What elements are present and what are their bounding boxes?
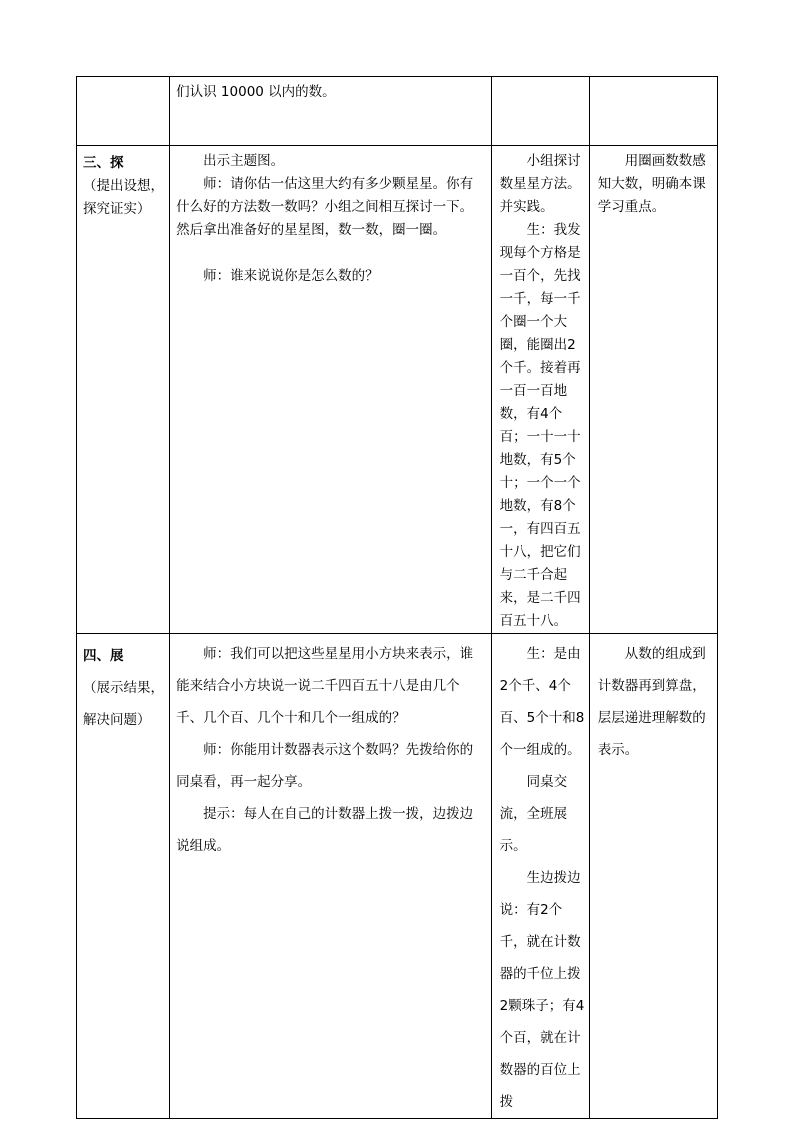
student-activity-cell	[491, 146, 589, 634]
student-paragraph: 生边拨边说：有2个千，就在计数器的千位上拨2颗珠子；有4个百，就在计数器的百位上拨	[499, 870, 585, 1110]
design-intent-cell	[589, 146, 717, 634]
stage-title: 三、探	[83, 155, 124, 171]
content-paragraph: 师：谁来说说你是怎么数的？	[203, 268, 379, 284]
content-paragraph: 出示主题图。	[203, 153, 285, 169]
content-paragraph: 师：你能用计数器表示这个数吗？先拨给你的同桌看，再一起分享。	[176, 742, 474, 790]
table-row	[77, 634, 718, 1119]
stage-cell	[77, 634, 170, 1119]
table-row	[77, 146, 718, 634]
student-paragraph: 生：我发现每个方格是一百个，先找一千，每一千个圈一个大圈，能圈出2个千。接着再一百一百地数，有4个百；一十一十地数，有5个十；一个一个地数，有8个一，有四百五十八，把它们与二千合起来，是二千四百五十八。	[499, 222, 581, 629]
stage-cell	[77, 146, 170, 634]
content-paragraph: 们认识 10000 以内的数。	[176, 84, 336, 100]
content-cell	[170, 77, 492, 146]
content-paragraph: 提示：每人在自己的计数器上拨一拨，边拨边说组成。	[176, 806, 474, 854]
content-paragraph: 师：我们可以把这些星星用小方块来表示，谁能来结合小方块说一说二千四百五十八是由几个千、几个百、几个十和几个一组成的？	[176, 646, 474, 726]
intent-paragraph: 从数的组成到计数器再到算盘，层层递进理解数的表示。	[597, 646, 706, 758]
stage-cell	[77, 77, 170, 146]
design-intent-cell	[589, 634, 717, 1119]
student-paragraph: 生：是由2个千、4个百、5个十和8个一组成的。	[499, 646, 585, 758]
stage-subtitle: （展示结果，	[83, 680, 164, 696]
stage-subtitle: 探究证实）	[83, 201, 151, 217]
student-activity-cell	[491, 634, 589, 1119]
student-activity-cell	[491, 77, 589, 146]
table-row	[77, 77, 718, 146]
content-cell	[170, 146, 492, 634]
design-intent-cell	[589, 77, 717, 146]
stage-subtitle: （提出设想，	[83, 178, 164, 194]
student-paragraph: 小组探讨数星星方法。并实践。	[499, 153, 581, 215]
stage-title: 四、展	[83, 648, 124, 664]
intent-paragraph: 用圈画数数感知大数，明确本课学习重点。	[597, 153, 706, 215]
student-paragraph: 同桌交流，全班展示。	[499, 774, 568, 854]
stage-subtitle: 解决问题）	[83, 712, 151, 728]
lesson-plan-table	[76, 76, 718, 1119]
content-paragraph: 师：请你估一估这里大约有多少颗星星。你有什么好的方法数一数吗？小组之间相互探讨一下。然后拿出准备好的星星图，数一数，圈一圈。	[176, 176, 474, 238]
content-cell	[170, 634, 492, 1119]
